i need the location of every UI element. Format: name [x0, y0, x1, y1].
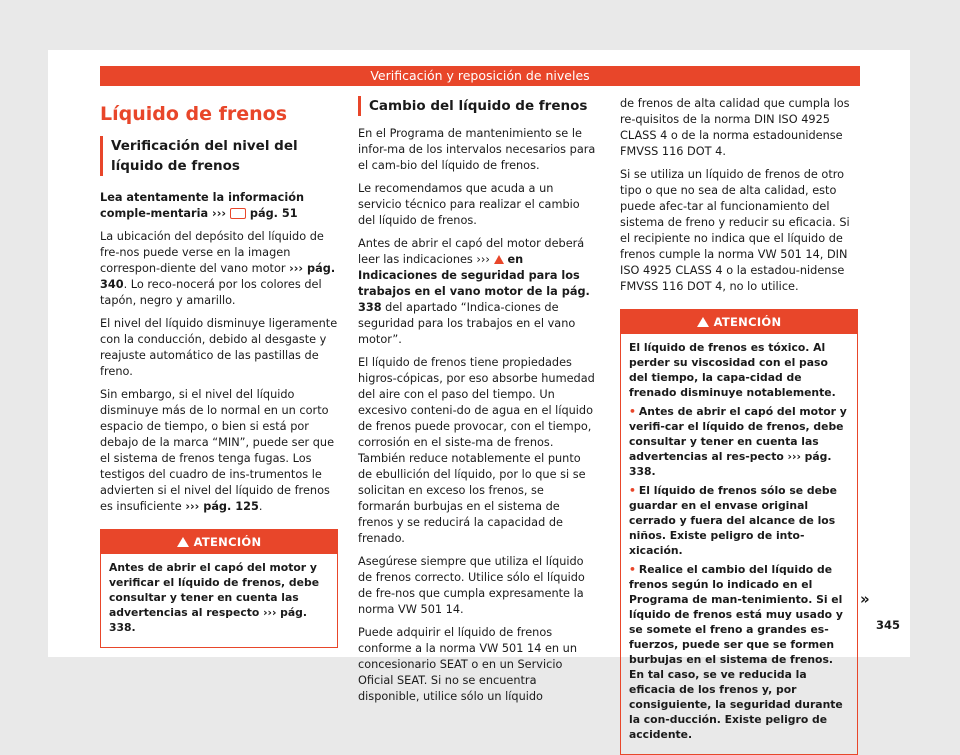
page-ref-link[interactable]: ››› pág. 338.: [629, 450, 832, 478]
page-ref-link[interactable]: ››› pág. 340: [100, 262, 336, 291]
paragraph: El nivel del líquido disminuye ligeramente con la conducción, debido al desgaste y reajuste automático de las pastillas de freno.: [100, 317, 338, 378]
warning-box: [100, 529, 338, 648]
page-ref-link[interactable]: ››› pág. 125: [185, 500, 259, 513]
page-ref-link[interactable]: en Indicaciones de seguridad para los trabajos en el vano motor de la pág. 338: [358, 253, 590, 314]
warning-box: [620, 309, 858, 755]
bullet-icon: •: [629, 563, 636, 576]
warning-icon: [494, 255, 504, 264]
paragraph: Puede adquirir el líquido de frenos conforme a la norma VW 501 14 en un concesionario SEAT o en un Servicio Oficial SEAT. Si no se encuentra disponible, utilice sólo un líquido: [358, 626, 577, 703]
column-3: [620, 96, 858, 755]
bullet-icon: •: [629, 484, 636, 497]
paragraph: Antes de abrir el capó del motor deberá leer las indicaciones ››› en Indicaciones de seguridad para los trabajos en el vano motor de la pág. 338 del apartado “Indica-ciones de seguridad para los trabajos en el vano motor”.: [358, 237, 590, 346]
bullet-icon: •: [629, 405, 636, 418]
continue-arrow-icon: »: [860, 590, 870, 608]
paragraph: Si se utiliza un líquido de frenos de otro tipo o que no sea de alta calidad, esto puede afec-tar al funcionamiento del sistema de freno y reducir su eficacia. Si el recipiente no indica que el líquido de frenos cumple la norma VW 501 14, DIN ISO 4925 CLASS 4 o la estadou-nidense FMVSS 116 DOT 4, no lo utilice.: [620, 168, 850, 293]
page-ref-link[interactable]: ››› pág. 338.: [109, 606, 308, 634]
warning-header: ATENCIÓN: [101, 530, 337, 554]
paragraph: de frenos de alta calidad que cumpla los re-quisitos de la norma DIN ISO 4925 CLASS 4 o de la norma estadounidense FMVSS 116 DOT 4.: [620, 97, 850, 158]
column-2: [358, 96, 596, 712]
paragraph: La ubicación del depósito del líquido de fre-nos puede verse en la imagen correspon-diente del vano motor ››› pág. 340. Lo reco-nocerá por los colores del tapón, negro y amarillo.: [100, 230, 336, 307]
warning-body: Antes de abrir el capó del motor y verificar el líquido de frenos, debe consultar y tener en cuenta las advertencias al respecto ››› pág. 338.: [109, 561, 320, 634]
subsection-title: Cambio del líquido de frenos: [358, 96, 596, 116]
warning-header: ATENCIÓN: [621, 310, 857, 334]
intro-paragraph: Lea atentamente la información comple-mentaria ››› pág. 51: [100, 191, 304, 220]
paragraph: En el Programa de mantenimiento se le infor-ma de los intervalos necesarios para el cam-bio del líquido de frenos.: [358, 127, 596, 172]
warning-body: El líquido de frenos es tóxico. Al perder su viscosidad con el paso del tiempo, la capa-cidad de frenado disminuye notablemente. • Antes de abrir el capó del motor y verifi-car el líquido de frenos, debe consultar y tener en cuenta las advertencias al res-pecto ››› pág. 338. • El líquido de frenos sólo se debe guardar en el envase original cerrado y fuera del alcance de los niños. Existe peligro de into-xicación. • Realice el cambio del líquido de frenos según lo indicado en el Programa de man-tenimiento. Si el líquido de frenos está muy usado y se somete el freno a grandes es-fuerzos, puede ser que se formen burbujas en el sistema de frenos. En tal caso, se ve reducida la eficacia de los frenos y, por consiguiente, la seguridad durante la con-ducción. Existe peligro de accidente.: [629, 341, 847, 741]
warning-icon: [697, 317, 709, 327]
section-title: Líquido de frenos: [100, 103, 288, 125]
column-1: [100, 96, 338, 648]
paragraph: Le recomendamos que acuda a un servicio técnico para realizar el cambio del líquido de frenos.: [358, 182, 580, 227]
warning-icon: [177, 537, 189, 547]
paragraph: Sin embargo, si el nivel del líquido disminuye más de lo normal en un corto espacio de tiempo, o bien si está por debajo de la marca “MIN”, puede ser que el sistema de frenos tenga fugas. Los testigos del cuadro de ins-trumentos le advierten si el nivel del líquido de frenos es insuficiente ››› pág. 125.: [100, 388, 335, 513]
paragraph: El líquido de frenos tiene propiedades higros-cópicas, por eso absorbe humedad del aire con el paso del tiempo. Un excesivo conteni-do de agua en el líquido de frenos puede provocar, con el tiempo, corrosión en el siste-ma de frenos. También reduce notablemente el punto de ebullición del líquido, por lo que si se solicitan en exceso los frenos, se formarán burbujas en el sistema de frenos y se reducirá la capacidad de frenado.: [358, 356, 595, 545]
book-icon: [230, 208, 246, 219]
subsection-title: Verificación del nivel del líquido de frenos: [100, 136, 338, 176]
paragraph: Asegúrese siempre que utiliza el líquido de frenos correcto. Utilice sólo el líquido de fre-nos que cumpla expresamente la norma VW 501 14.: [358, 555, 585, 616]
page-number: 345: [876, 618, 901, 632]
section-header: Verificación y reposición de niveles: [100, 66, 860, 86]
page-ref-link[interactable]: pág. 51: [245, 207, 298, 220]
